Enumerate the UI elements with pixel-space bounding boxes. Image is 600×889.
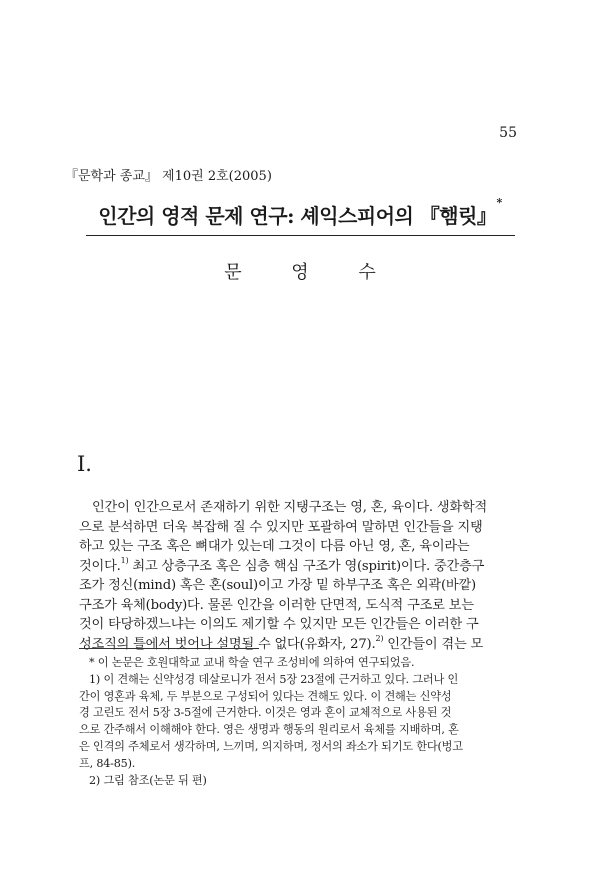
body-text-segment: 것이다. [79,558,121,574]
body-line [79,635,509,655]
body-line: 하고 있는 구조 혹은 뼈대가 있는데 그것이 다름 아닌 영, 혼, 육이라는 [79,539,470,554]
section-heading: I. [77,452,92,476]
author-name: 문 영 수 [224,262,398,283]
body-paragraph [79,498,509,654]
footnote-1-line: 은 인격의 주체로서 생각하며, 느끼며, 의지하며, 정서의 좌소가 되기도 한다(벙고 [79,739,463,753]
title-rule [86,235,515,236]
footnote-1-line: 프, 84-85). [79,756,136,770]
paper-title [0,196,600,229]
footnote-1-line: 경 고린도 전서 5장 3-5절에 근거한다. 이것은 영과 혼이 교체적으로 사용된 것 [79,706,452,720]
footnote-1-line: 1) 이 견해는 신약성경 데살로니가 전서 5장 23절에 근거하고 있다. 그러나 인 [89,672,459,686]
footnote-ref-2: 2) [375,634,384,643]
body-line: 조가 정신(mind) 혹은 혼(soul)이고 가장 밑 하부구조 혹은 외곽(바깥) [79,578,476,593]
journal-reference: 『문학과 종교』 제10권 2호(2005) [65,169,272,184]
footnote-rule [79,648,259,649]
footnote-star: * 이 논문은 호원대학교 교내 학술 연구 조성비에 의하여 연구되었음. [89,656,415,669]
footnote-1-line: 으로 간주해서 이해해야 한다. 영은 생명과 행동의 원리로서 육체를 지배하며, 혼 [79,723,459,737]
body-line: 것이 타당하겠느냐는 이의도 제기할 수 있지만 모든 인간들은 이러한 구 [79,617,479,632]
footnote-2: 2) 그림 참조(논문 뒤 편) [89,773,207,787]
body-line [79,557,509,577]
footnote-ref-1: 1) [120,556,129,565]
paper-title-text: 인간의 영적 문제 연구: 셰익스피어의 『햄릿』 [98,204,497,228]
body-text-segment: 인간들이 겪는 모 [383,636,484,652]
page-number: 55 [499,125,517,141]
footnotes [79,655,511,789]
body-line: 구조가 육체(body)다. 물론 인간을 이러한 단면적, 도식적 구조로 보는 [79,597,474,613]
body-text-segment: 최고 상층구조 혹은 심층 핵심 구조가 영(spirit)이다. 중간층구 [128,558,485,574]
title-note-mark: * [496,196,502,209]
body-line: 으로 분석하면 더욱 복잡해 질 수 있지만 포괄하여 말하면 인간들을 지탱 [79,519,483,535]
body-line: 인간이 인간으로서 존재하기 위한 지탱구조는 영, 혼, 육이다. 생화학적 [92,500,488,515]
body-text-segment: 성조직의 틀에서 벗어나 설명될 수 없다(유화자, 27). [79,636,376,652]
footnote-1-line: 간이 영혼과 육체, 두 부분으로 구성되어 있다는 견해도 있다. 이 견해는 신약성 [79,689,452,703]
